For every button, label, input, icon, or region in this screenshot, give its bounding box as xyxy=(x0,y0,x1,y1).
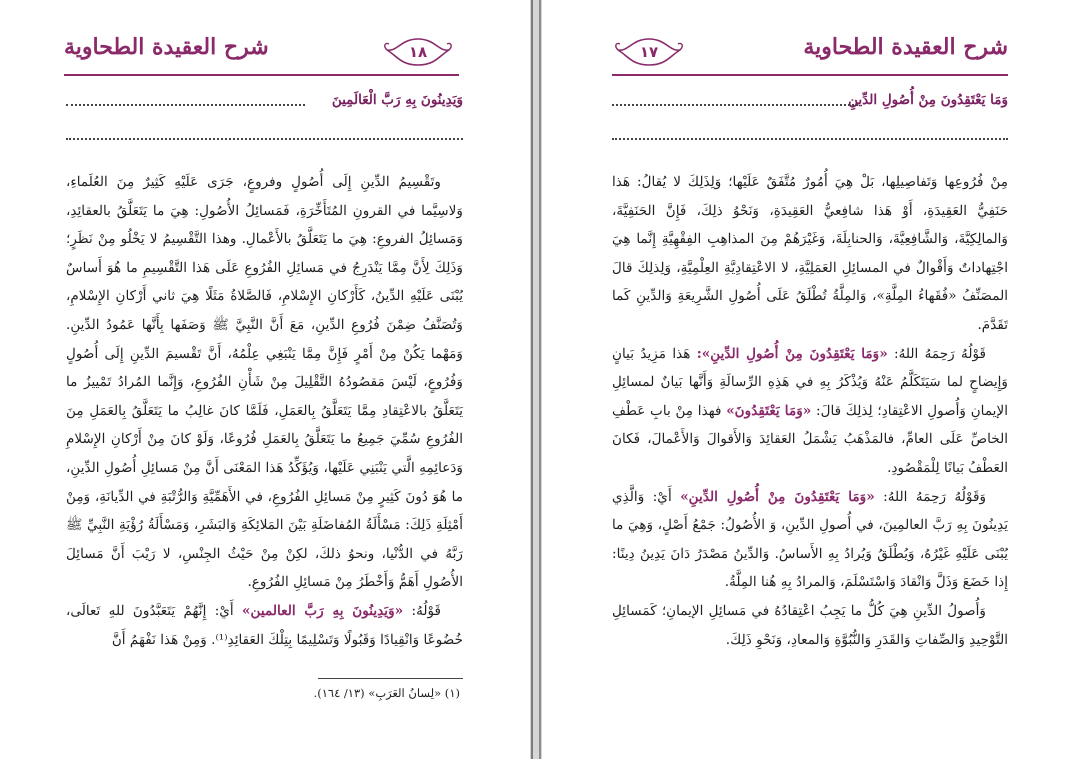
subheading-dotted-rule xyxy=(612,104,858,106)
section-subheading xyxy=(66,92,463,114)
header-title: شرح العقيدة الطحاوية xyxy=(64,34,269,60)
footnote: (١) «لِسانُ العَرَبِ» (١٣/ ١٦٤). xyxy=(313,686,460,700)
paragraph xyxy=(66,597,463,654)
page-number-ornament xyxy=(383,36,453,68)
header-separator xyxy=(612,138,1008,140)
paragraph: وَأُصولُ الدِّينِ هِيَ كُلُّ ما يَجِبُ اعْتِقادُهُ في مَسائِلِ الإيمانِ؛ كَمَسائِلِ التَّوْحِيدِ وَالصِّفاتِ وَالقَدَرِ وَالنُّبُوَّةِ وَالمعادِ، وَنَحْوِ ذَلِكَ. xyxy=(612,602,1008,648)
header-title: شرح العقيدة الطحاوية xyxy=(803,34,1008,60)
paragraph-prefix: قَوْلُهُ: xyxy=(411,602,442,619)
book-gutter xyxy=(530,0,542,759)
page-number: ١٧ xyxy=(639,43,659,61)
page-header xyxy=(64,32,459,82)
paragraph: وتَقْسِيمُ الدِّينِ إِلَى أُصُولٍ وفروعٍ، جَرَى عَلَيْهِ كَثِيرٌ مِنَ العُلَماءِ، وَلاسِيَّما في القرونِ المُتَأَخِّرَةِ، فَمَسائِلُ الأُصُولِ: هِيَ ما يَتَعَلَّقُ بالعقائِدِ، وَمَسائِلُ الفروعِ: هِيَ ما يَتَعَلَّقُ بالأَعْمالِ. وهذا التَّقْسِيمُ لا يَخْلُو مِنْ نَظَرٍ؛ وَذَلِكَ لِأَنَّ مِمَّا يَنْدَرِجُ في مَسائِلِ الفُرُوعِ عَلَى هَذا التَّقْسِيمِ ما هُوَ أَساسٌ يُبْنَى عَلَيْهِ الدِّينُ، كَأَرْكانِ الإِسْلامِ، فَالصَّلاةُ مَثَلًا هِيَ ثاني أَرْكانِ الإِسْلامِ، وَتُصَنَّفُ ضِمْنَ فُرُوعِ الدِّينِ، مَعَ أَنَّ النَّبِيَّ ﷺ وَصَفَها بِأَنَّها عَمُودُ الدِّينِ. وَمَهْما يَكُنْ مِنْ أَمْرٍ فَإِنَّ مِمَّا يَنْبَغِي عِلْمُهُ، أَنَّ تَقْسيمَ الدِّينِ إِلَى أُصُولٍ وَفُرُوعٍ، لَيْسَ مَقصُودُهُ التَّقْلِيلَ مِنْ شَأْنِ الفُرُوعِ، وَإِنَّما المُرادُ تَمْييزُ ما يَتَعَلَّقُ بالاعْتِقادِ مِمَّا يَتَعَلَّقُ بِالعَمَلِ، فَلَمَّا كانَ غالِبُ ما يَتَعَلَّقُ بِالعَمَلِ مِنَ الفُرُوعِ سُمِّيَ جَمِيعُ ما يَتَعَلَّقُ بِالعَمَلِ فُرُوعًا، وَلَوْ كانَ مِنْ أَرْكانِ الإِسْلامِ وَدَعائِمِهِ الَّتي يَنْبَنِي عَلَيْها، وَيُؤَكِّدُ هَذا المَعْنَى أَنَّ مِنْ مَسائِلِ أُصُولِ الدِّينِ، ما هُوَ دُونَ كَثِيرٍ مِنْ مَسائِلِ الفُرُوعِ، في الأَهَمِّيَّةِ وَالرُّتْبَةِ في الدِّيانَةِ، وَمِنْ أَمْثِلَةِ ذَلِكَ: مَسْأَلَةُ المُفاضَلَةِ بَيْنَ المَلائِكَةِ وَالبَشَرِ، وَمَسْأَلَةُ رُؤْيَةِ النَّبِيِّ ﷺ رَبَّهُ في الدُّنْيا، ونحوُ ذلكَ، لكِنْ مِنْ حَيْثُ الجِنْسِ، لا رَيْبَ أَنَّ مَسائِلَ الأُصُولِ أَهَمُّ وَأَخْطَرُ مِنْ مَسائِلِ الفُرُوعِ. xyxy=(66,174,463,591)
page-header xyxy=(612,32,1008,82)
paragraph xyxy=(612,483,1008,597)
paragraph-text: أَيْ: إِنَّهُمْ يَتَعَبَّدُونَ للهِ تَعالَى، خُضُوعًا وَانْقِيادًا وَقَبُولًا وَتَسْلِيمًا بِتِلْكَ العَقائِدِ⁽¹⁾. وَمِنْ هَذا نَفْهَمُ أَنَّ xyxy=(66,602,463,648)
section-subheading xyxy=(612,92,1008,114)
left-body-text xyxy=(66,168,463,654)
quoted-phrase: «وَمَا يَعْتَقِدُونَ» xyxy=(726,402,812,419)
right-page xyxy=(542,0,1074,759)
quoted-phrase: «وَيَدِينُونَ بِهِ رَبَّ العالمين» xyxy=(242,602,404,619)
paragraph: مِنْ فُرُوعِها وَتَفاصِيلِها، بَلْ هِيَ أُمُورٌ مُتَّفَقٌ عَلَيْها؛ وَلِذَلِكَ لا يُقالُ: هَذا حَنَفِيُّ العَقِيدَةِ، أَوْ هَذا شافِعيُّ العَقِيدَةِ، وَنَحْوُ ذلِكَ، فَإِنَّ الحَنَفِيَّةَ، وَالمالِكِيَّةَ، وَالشَّافِعِيَّةَ، وَالحنابِلَةَ، وَغَيْرَهُمْ مِنَ المذاهِبِ الفِقْهِيَّةِ إِنَّما هِيَ اجْتِهاداتٌ وَأَقْوالٌ في المسائِلِ العَمَلِيَّةِ، لا الاعْتِقادِيَّةِ العِلْمِيَّةِ، وَلِذلِكَ قالَ المصَنِّفُ «فُقَهاءُ المِلَّةِ»، وَالمِلَّةُ تُطْلَقُ عَلَى أُصُولِ الشَّرِيعَةِ وَالدِّينِ كَما تَقَدَّمَ. xyxy=(612,174,1008,333)
header-separator xyxy=(66,138,463,140)
header-rule xyxy=(64,74,459,76)
paragraph-text: أَيْ: وَالَّذِي يَدِينُونَ بِهِ رَبَّ العالمِينَ، في أُصولِ الدِّينِ، وَ الأُصُولُ: جَمْعُ أَصْلٍ، وَهِيَ ما يُبْنَى عَلَيْهِ غَيْرُهُ، وَيُطْلَقُ وَيُرادُ بِهِ الأَساسُ. وَالدِّينُ مَصْدَرُ دَانَ يَدِينُ دِينًا: إِذا خَضَعَ وَذَلَّ وَانْقادَ وَاسْتَسْلَمَ، وَالمرادُ بِهِ هُنا المِلَّةُ. xyxy=(612,488,1008,591)
paragraph-prefix: قَوْلُهُ رَحِمَهُ اللهُ: xyxy=(894,345,987,362)
subheading-text: وَمَا يَعْتَقِدُونَ مِنْ أُصُولِ الدِّينِ xyxy=(848,92,1008,108)
page-number: ١٨ xyxy=(408,43,428,61)
left-page xyxy=(0,0,530,759)
paragraph-text: هَذا مَزِيدُ بَيانٍ وَإِيضاحٍ لما سَيَتَكَلَّمُ عَنْهُ وَيُذْكَرُ بِهِ في هَذِهِ الرِّسالَةِ وَأَنَّها بَيانٌ لمسائِلِ الإيمانِ وَأُصولِ الاعْتِقادِ؛ لِذلِكَ قالَ: xyxy=(612,345,1008,419)
subheading-text: وَيَدِينُونَ بِهِ رَبَّ الْعَالَمِينَ xyxy=(331,92,463,108)
paragraph-text: فهذا مِنْ بابِ عَطْفِ الخاصِّ عَلَى العامِّ، فالمَذْهَبُ يَشْمَلُ العَقائِدَ وَالأَقوالَ وَالأَعْمالَ، فَكانَ العَطْفُ بَيانًا لِلْمَقْصُودِ. xyxy=(612,402,1008,476)
subheading-dotted-rule xyxy=(66,104,305,106)
footnote-rule xyxy=(318,678,463,679)
quoted-phrase: «وَمَا يَعْتَقِدُونَ مِنْ أُصُولِ الدِّينِ»: xyxy=(696,345,888,362)
header-rule xyxy=(612,74,1008,76)
right-body-text xyxy=(612,168,1008,654)
paragraph xyxy=(612,340,1008,483)
page-number-ornament xyxy=(614,36,684,68)
paragraph-prefix: وَقَوْلُهُ رَحِمَهُ اللهُ: xyxy=(883,488,987,505)
quoted-phrase: «وَمَا يَعْتَقِدُونَ مِنْ أُصُولِ الدِّينِ» xyxy=(680,488,875,505)
